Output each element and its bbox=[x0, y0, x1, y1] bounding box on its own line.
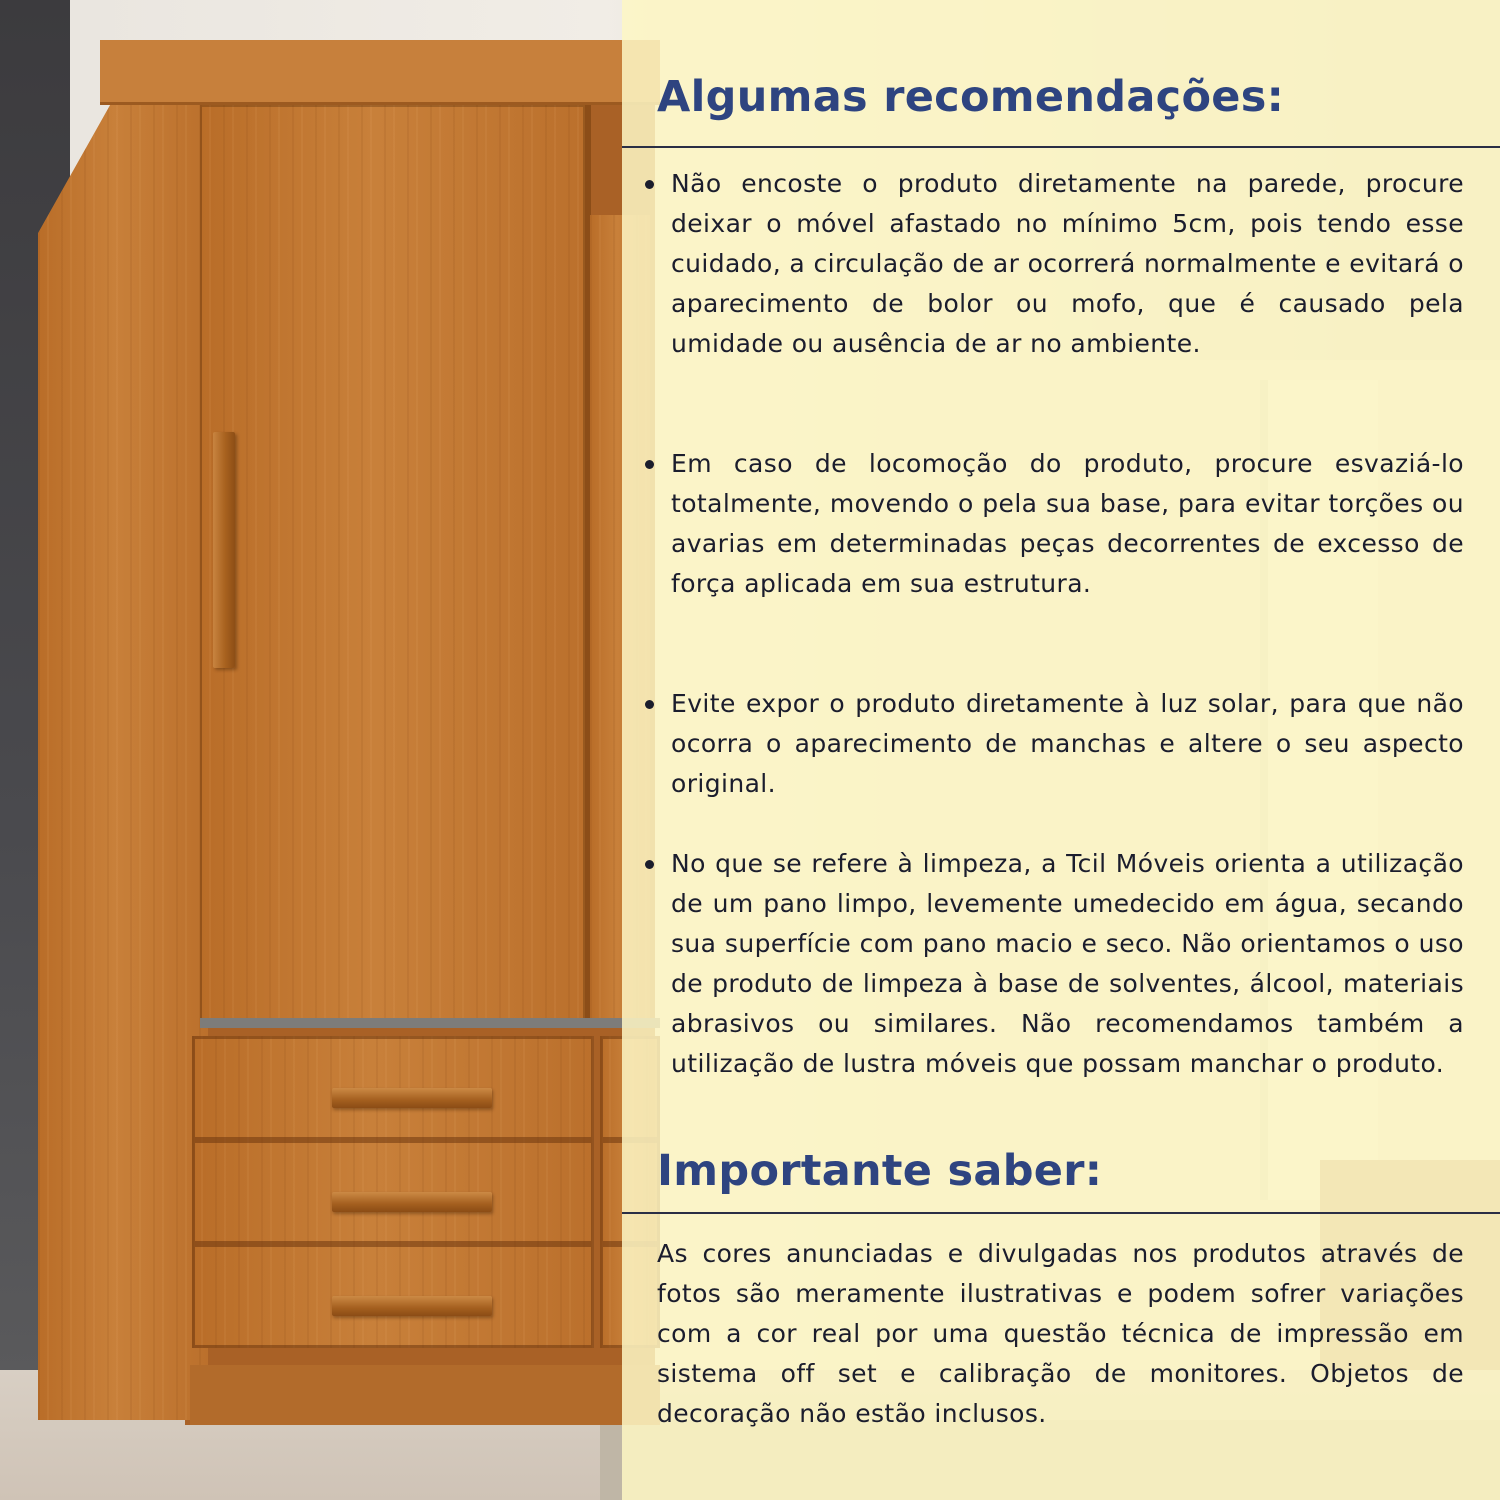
recommendations-heading: Algumas recomendações: bbox=[657, 72, 1285, 122]
drawer bbox=[192, 1244, 594, 1348]
recommendation-item: No que se refere à limpeza, a Tcil Móveis orienta a utilização de um pano limpo, levemente umedecido em água, secando sua superfície com pano macio e seco. Não orientamos o uso de produto de limpeza à base de solventes, álcool, materiais abrasivos ou similares. Não recomendamos também a utilização de lustra móveis que possam manchar o produto. bbox=[671, 849, 1464, 1078]
bullet-dot bbox=[645, 700, 654, 709]
wardrobe-plinth bbox=[190, 1365, 660, 1425]
wardrobe-top bbox=[100, 40, 660, 105]
bullet-dot bbox=[645, 860, 654, 869]
heading-divider bbox=[622, 1212, 1500, 1214]
drawer-handle bbox=[332, 1088, 492, 1108]
drawer bbox=[192, 1140, 594, 1244]
bullet-dot bbox=[645, 460, 654, 469]
wardrobe-shelf bbox=[200, 1018, 660, 1028]
recommendation-item: Evite expor o produto diretamente à luz solar, para que não ocorra o aparecimento de manchas e altere o seu aspecto original. bbox=[671, 689, 1464, 798]
wardrobe-side-panel bbox=[38, 40, 208, 1420]
bullet-dot bbox=[645, 180, 654, 189]
drawer-handle bbox=[332, 1192, 492, 1212]
heading-divider bbox=[622, 146, 1500, 148]
recommendation-item: Não encoste o produto diretamente na parede, procure deixar o móvel afastado no mínimo 5cm, pois tendo esse cuidado, a circulação de ar ocorrerá normalmente e evitará o aparecimento de bolor ou mofo, que é causado pela umidade ou ausência de ar no ambiente. bbox=[671, 169, 1464, 358]
recommendation-item: Em caso de locomoção do produto, procure esvaziá-lo totalmente, movendo o pela sua base, para evitar torções ou avarias em determinadas peças decorrentes de excesso de força aplicada em sua estrutura. bbox=[671, 449, 1464, 598]
important-heading: Importante saber: bbox=[657, 1146, 1103, 1196]
disclaimer-text: As cores anunciadas e divulgadas nos produtos através de fotos são meramente ilustrativas e podem sofrer variações com a cor real por uma questão técnica de impressão em sistema off set e calibração de monitores. Objetos de decoração não estão inclusos. bbox=[657, 1239, 1464, 1428]
drawer-handle bbox=[332, 1296, 492, 1316]
wardrobe-sliding-door bbox=[200, 105, 591, 1020]
door-handle bbox=[213, 432, 235, 668]
drawer bbox=[192, 1036, 594, 1140]
